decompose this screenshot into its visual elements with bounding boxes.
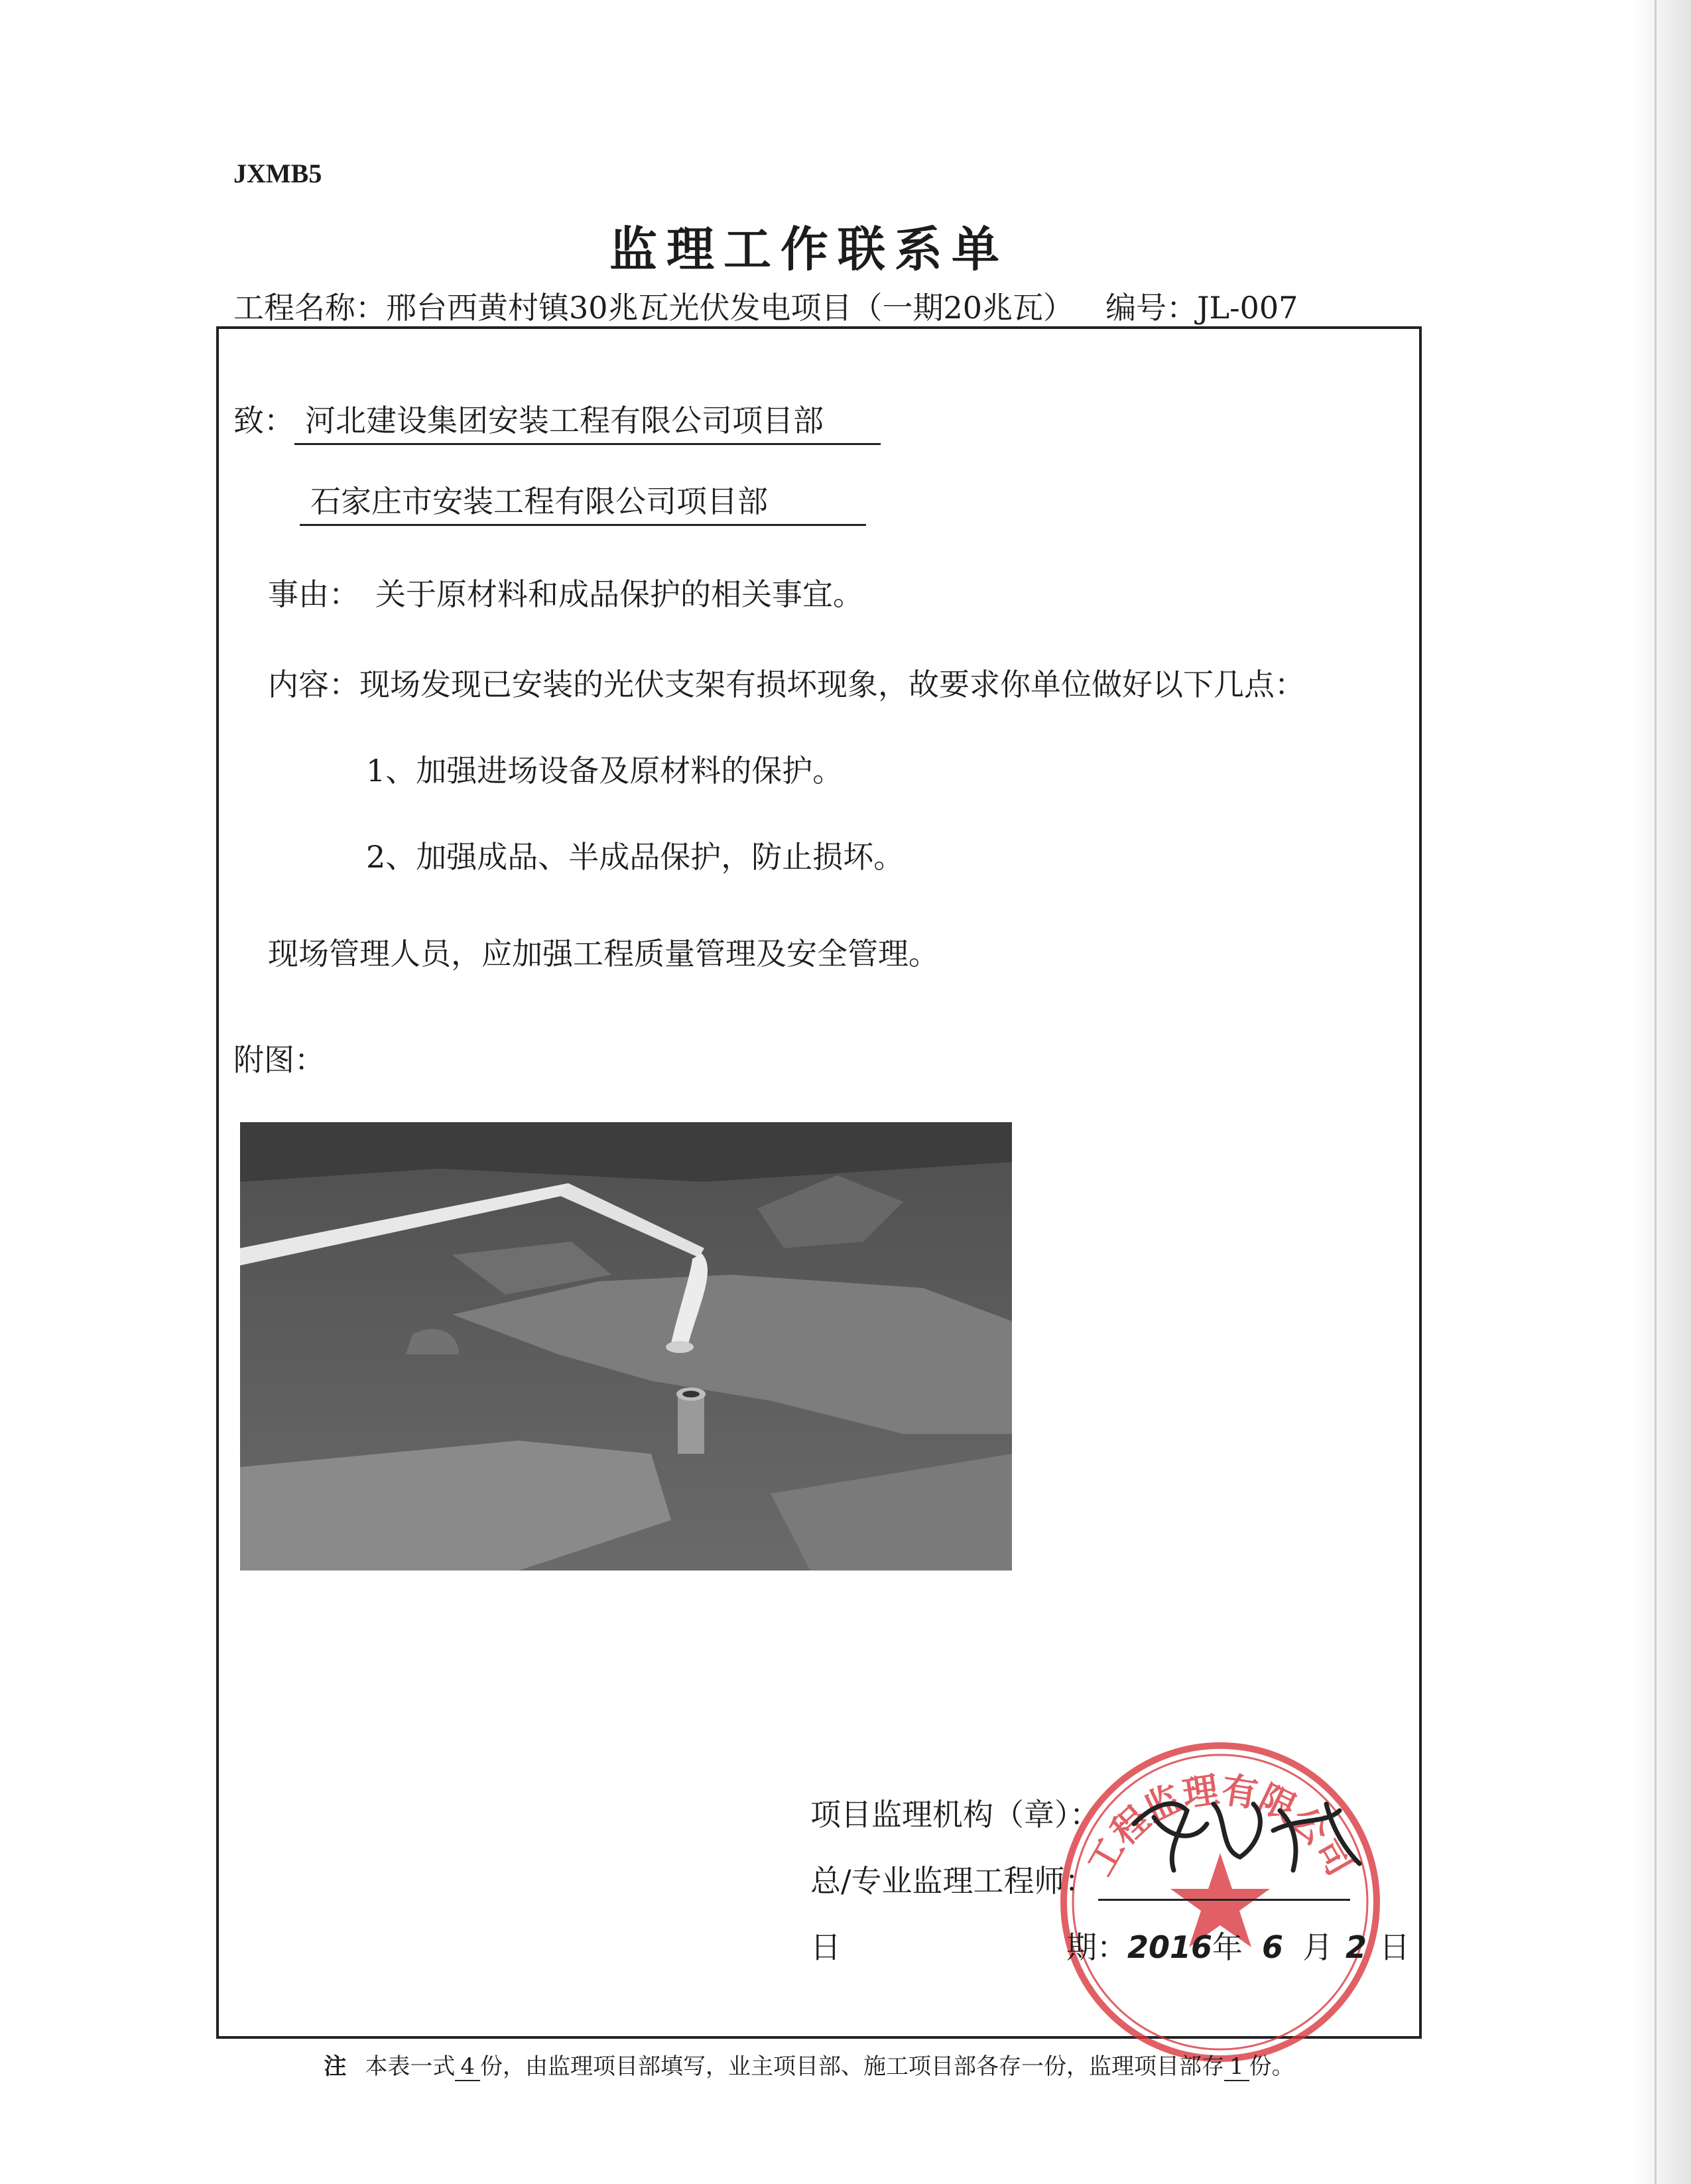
addressee-label: 致： — [233, 403, 294, 438]
subject-text: 关于原材料和成品保护的相关事宜。 — [375, 576, 863, 612]
content-text: 现场发现已安装的光伏支架有损坏现象，故要求你单位做好以下几点： — [359, 667, 1305, 702]
footer-text-c: 份。 — [1249, 2053, 1294, 2080]
year-unit: 年 — [1212, 1929, 1243, 1965]
scan-edge-line — [1655, 0, 1657, 2184]
subject-row — [268, 570, 863, 614]
date-row — [810, 1923, 1410, 1967]
footer-note-label: 注 — [324, 2053, 347, 2080]
month-unit: 月 — [1302, 1929, 1334, 1965]
footer-text-b: 份，由监理项目部填写，业主项目部、施工项目部各存一份，监理项目部存 — [480, 2053, 1224, 2080]
engineer-row — [810, 1857, 1350, 1901]
content-item-2: 2、加强成品、半成品保护，防止损坏。 — [366, 839, 905, 875]
content-row — [268, 661, 1305, 704]
project-header — [233, 284, 1414, 328]
content-closing: 现场管理人员，应加强工程质量管理及安全管理。 — [268, 936, 939, 972]
addressee-row — [233, 397, 881, 445]
date-label-a: 日 — [810, 1929, 841, 1965]
document-number: JL-007 — [1197, 290, 1298, 326]
project-label: 工程名称： — [233, 290, 386, 326]
form-code: JXMB5 — [233, 159, 322, 188]
supervision-org-label: 项目监理机构（章）： — [810, 1797, 1100, 1832]
project-name: 邢台西黄村镇30兆瓦光伏发电项目（一期20兆瓦） — [386, 290, 1074, 326]
footer-copies-kept: 1 — [1224, 2053, 1249, 2081]
attachment-label: 附图： — [233, 1042, 325, 1078]
date-label-b: 期： — [1066, 1929, 1127, 1965]
number-label: 编号： — [1105, 290, 1198, 326]
supervision-org-row — [810, 1791, 1100, 1834]
page-title: 监理工作联系单 — [609, 221, 1009, 277]
scan-edge — [1631, 0, 1691, 2184]
date-year: 2016 — [1127, 1929, 1213, 1965]
footer-text-a: 本表一式 — [365, 2053, 456, 2080]
day-unit: 日 — [1379, 1929, 1410, 1965]
footer-copies-total: 4 — [455, 2053, 480, 2081]
date-month: 6 — [1262, 1929, 1284, 1965]
official-seal — [1041, 1723, 1399, 2081]
content-label: 内容： — [268, 667, 359, 702]
svg-text:工程监理有限公司: 工程监理有限公司 — [1079, 1768, 1361, 1883]
site-photo — [240, 1122, 1012, 1571]
addressee-line-2: 石家庄市安装工程有限公司项目部 — [300, 478, 866, 526]
subject-label: 事由： — [268, 576, 359, 612]
footer-note — [0, 2048, 1618, 2081]
engineer-signature-line — [1098, 1863, 1350, 1901]
date-day: 2 — [1346, 1929, 1367, 1965]
content-item-1: 1、加强进场设备及原材料的保护。 — [366, 753, 844, 789]
engineer-label: 总/专业监理工程师： — [810, 1863, 1096, 1899]
addressee-row-2 — [300, 478, 866, 526]
addressee-line-1: 河北建设集团安装工程有限公司项目部 — [294, 397, 881, 445]
